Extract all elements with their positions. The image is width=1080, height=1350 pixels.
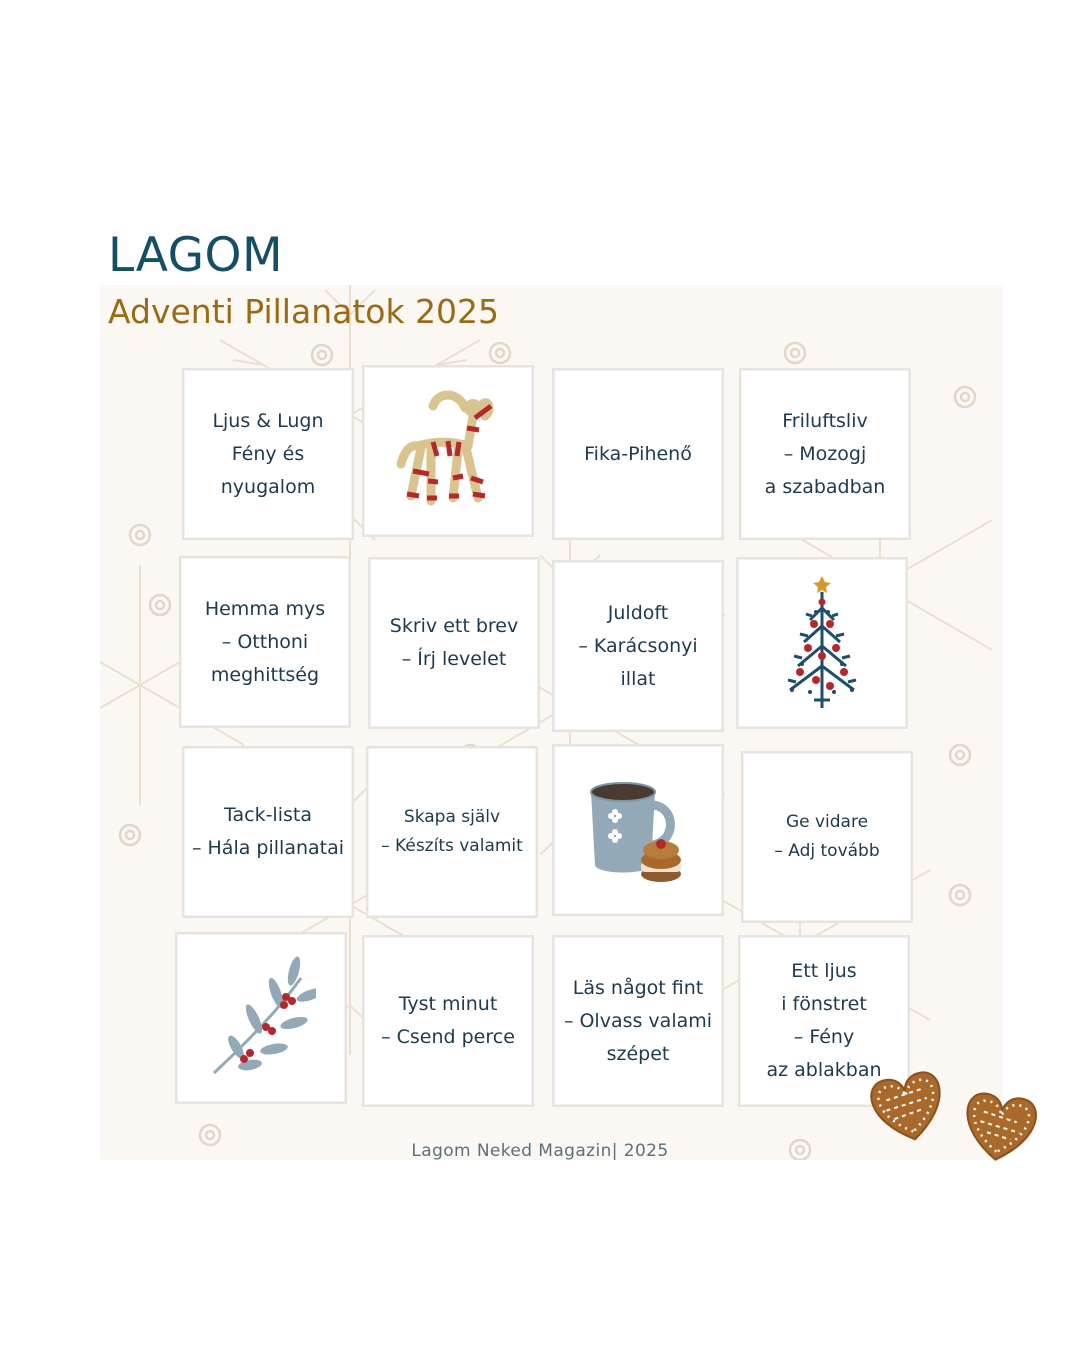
christmas-tree-icon xyxy=(772,568,872,718)
calendar-tile[interactable] xyxy=(736,557,908,729)
tile-text: Tack-lista – Hála pillanatai xyxy=(191,804,345,859)
tile-text: Ett ljus i fönstret – Fény az ablakban xyxy=(766,960,882,1081)
calendar-tile[interactable] xyxy=(552,935,724,1107)
tile-text: Skapa själv – Készíts valamit xyxy=(381,807,523,856)
calendar-tile[interactable] xyxy=(552,368,724,540)
calendar-tile[interactable] xyxy=(552,744,724,916)
calendar-tile[interactable] xyxy=(175,932,347,1104)
calendar-tile[interactable] xyxy=(366,746,538,918)
page-subtitle: Adventi Pillanatok 2025 xyxy=(108,292,500,331)
tile-text: Fika-Pihenő xyxy=(584,442,692,465)
tile-text: Läs något fint – Olvass valami szépet xyxy=(563,976,713,1065)
calendar-tile[interactable] xyxy=(741,751,913,923)
calendar-tile[interactable] xyxy=(182,746,354,918)
tile-text: Ljus & Lugn Fény és nyugalom xyxy=(212,409,324,498)
tile-text: Friluftsliv – Mozogj a szabadban xyxy=(764,409,886,498)
calendar-tile[interactable] xyxy=(182,368,354,540)
footer-credit: Lagom Neked Magazin| 2025 xyxy=(411,1141,669,1161)
tile-text: Juldoft – Karácsonyi illat xyxy=(578,601,698,690)
tile-text: Ge vidare – Adj tovább xyxy=(774,812,880,861)
brand-title: LAGOM xyxy=(108,228,284,283)
calendar-tile[interactable] xyxy=(362,935,534,1107)
calendar-tile[interactable] xyxy=(179,556,351,728)
calendar-tile[interactable] xyxy=(362,365,534,537)
cocoa-mug-icon xyxy=(583,770,693,890)
tile-text: Skriv ett brev – Írj levelet xyxy=(389,615,519,670)
mistletoe-branch-icon xyxy=(206,953,316,1083)
calendar-tile[interactable] xyxy=(368,557,540,729)
straw-goat-icon xyxy=(393,386,503,516)
tile-text: Tyst minut – Csend perce xyxy=(381,993,515,1048)
tile-text: Hemma mys – Otthoni meghittség xyxy=(204,597,326,686)
calendar-tile[interactable] xyxy=(552,560,724,732)
calendar-tile[interactable] xyxy=(739,368,911,540)
